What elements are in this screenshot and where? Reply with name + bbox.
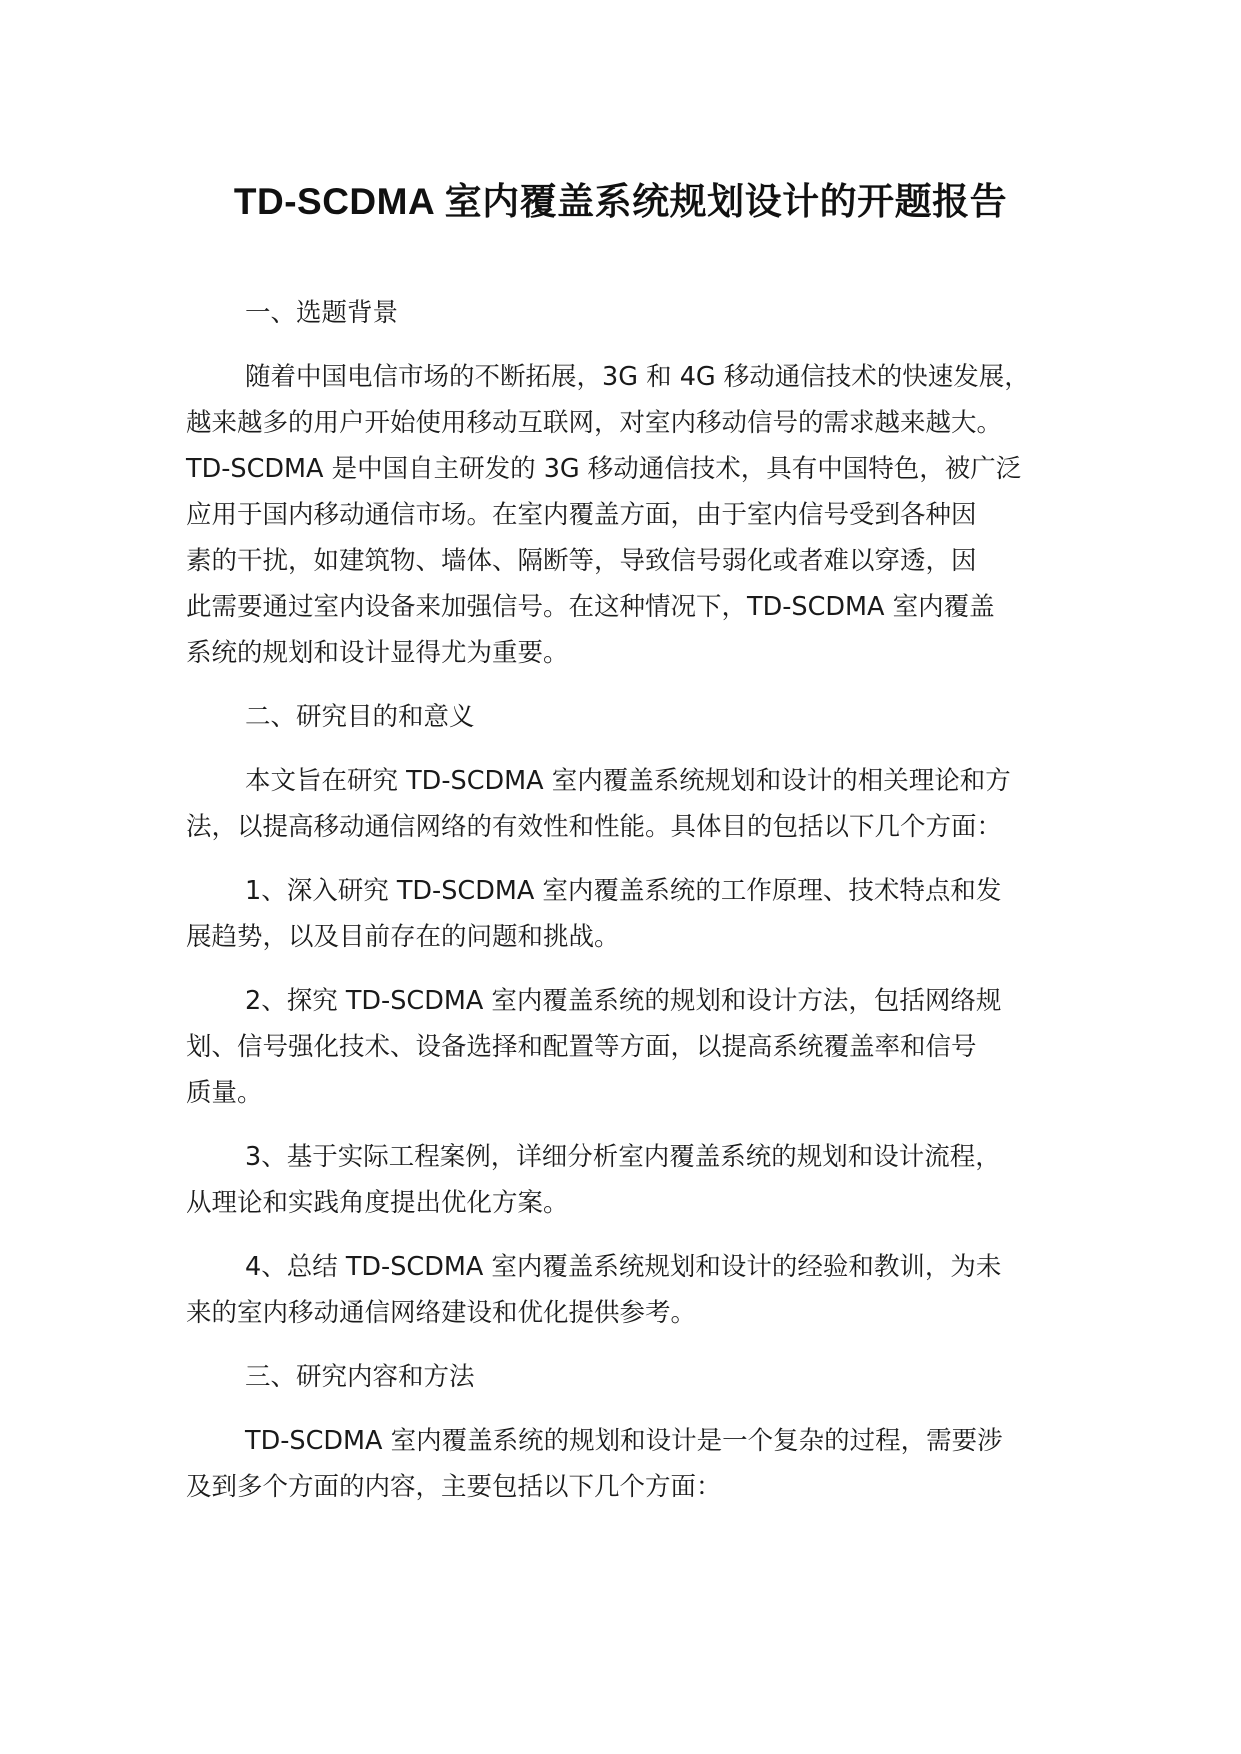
- section-heading-background: 一、选题背景: [245, 298, 399, 328]
- document-body: [186, 290, 1086, 1528]
- document-title: TD-SCDMA 室内覆盖系统规划设计的开题报告: [233, 181, 1008, 222]
- list-item-purpose-4: 4、总结 TD-SCDMA 室内覆盖系统规划和设计的经验和教训，为未 来的室内移动通信网络建设和优化提供参考。: [186, 1252, 1002, 1328]
- section-heading-content-methods: 三、研究内容和方法: [245, 1362, 475, 1392]
- section-heading-purpose: 二、研究目的和意义: [245, 702, 475, 732]
- list-item-purpose-3: 3、基于实际工程案例，详细分析室内覆盖系统的规划和设计流程， 从理论和实践角度提出优化方案。: [186, 1142, 1001, 1218]
- paragraph-content-methods: TD-SCDMA 室内覆盖系统的规划和设计是一个复杂的过程，需要涉 及到多个方面的内容，主要包括以下几个方面：: [186, 1426, 1003, 1502]
- list-item-purpose-2: 2、探究 TD-SCDMA 室内覆盖系统的规划和设计方法，包括网络规 划、信号强化技术、设备选择和配置等方面，以提高系统覆盖率和信号 质量。: [186, 986, 1002, 1108]
- list-item-purpose-1: 1、深入研究 TD-SCDMA 室内覆盖系统的工作原理、技术特点和发 展趋势，以及目前存在的问题和挑战。: [186, 876, 1002, 952]
- paragraph-purpose-intro: 本文旨在研究 TD-SCDMA 室内覆盖系统规划和设计的相关理论和方 法，以提高移动通信网络的有效性和性能。具体目的包括以下几个方面：: [186, 766, 1011, 842]
- paragraph-background: 随着中国电信市场的不断拓展，3G 和 4G 移动通信技术的快速发展， 越来越多的用户开始使用移动互联网，对室内移动信号的需求越来越大。 TD-SCDMA 是中国自主研发的 3G 移动通信技术，具有中国特色，被广泛 应用于国内移动通信市场。在室内覆盖方面，由于室内信号受到各种因 素的干扰，如建筑物、墙体、隔断等，导致信号弱化或者难以穿透，因 此需要通过室内设备来加强信号。在这种情况下，TD-SCDMA 室内覆盖 系统的规划和设计显得尤为重要。: [186, 362, 1030, 668]
